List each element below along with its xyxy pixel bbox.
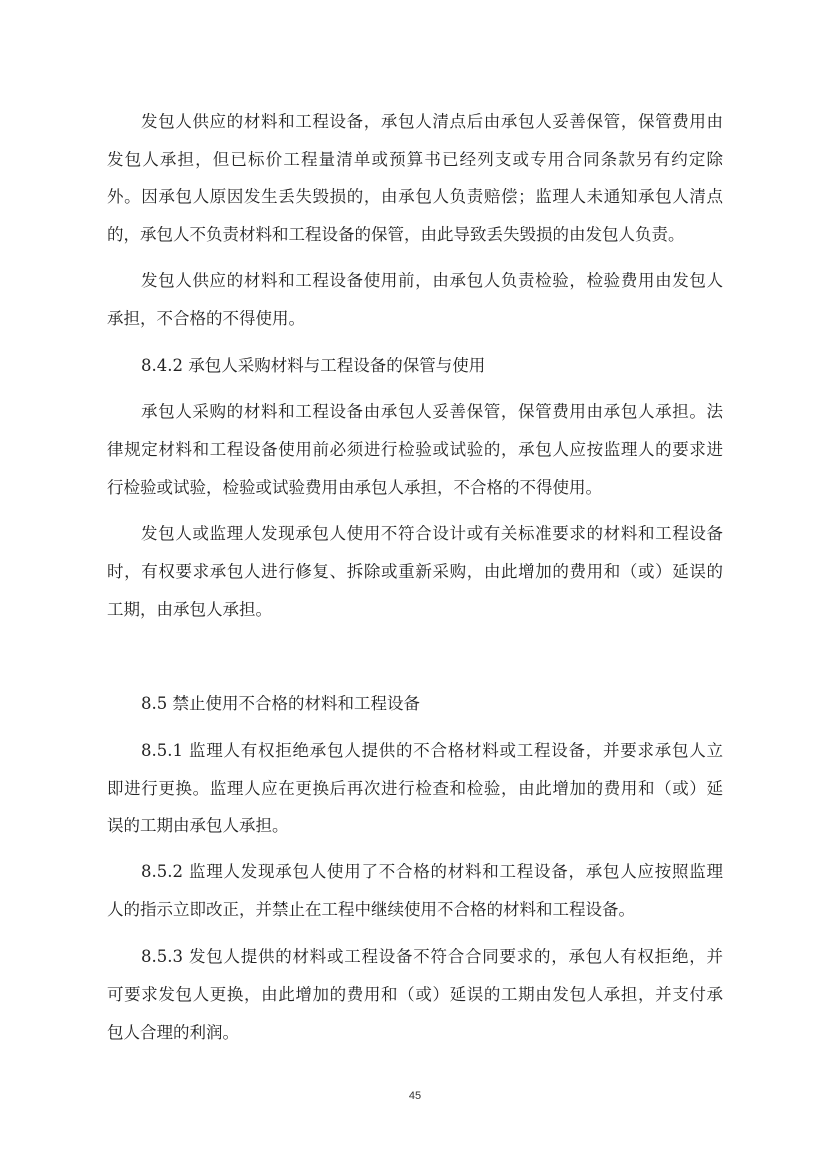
paragraph-line: 发包人承担，但已标价工程量清单或预算书已经列支或专用合同条款另有约定除 xyxy=(107,150,723,169)
paragraph-line: 行检验或试验，检验或试验费用由承包人承担，不合格的不得使用。 xyxy=(107,478,602,497)
paragraph-line: 8.4.2 承包人采购材料与工程设备的保管与使用 xyxy=(141,356,486,375)
paragraph-line: 外。因承包人原因发生丢失毁损的，由承包人负责赔偿；监理人未通知承包人清点 xyxy=(107,187,723,206)
page-number: 45 xyxy=(408,1090,422,1102)
paragraph-line: 发包人供应的材料和工程设备，承包人清点后由承包人妥善保管，保管费用由 xyxy=(141,112,723,131)
paragraph-line: 即进行更换。监理人应在更换后再次进行检查和检验，由此增加的费用和（或）延 xyxy=(107,779,723,798)
paragraph-line: 发包人或监理人发现承包人使用不符合设计或有关标准要求的材料和工程设备 xyxy=(141,524,723,543)
paragraph-line: 8.5 禁止使用不合格的材料和工程设备 xyxy=(141,694,420,713)
paragraph-line: 8.5.2 监理人发现承包人使用了不合格的材料和工程设备，承包人应按照监理 xyxy=(141,862,723,881)
paragraph-line: 承担，不合格的不得使用。 xyxy=(107,309,305,328)
paragraph-line: 包人合理的利润。 xyxy=(107,1023,239,1042)
paragraph-line: 8.5.3 发包人提供的材料或工程设备不符合合同要求的，承包人有权拒绝，并 xyxy=(141,947,723,966)
paragraph-line: 工期，由承包人承担。 xyxy=(107,600,272,619)
paragraph-line: 可要求发包人更换，由此增加的费用和（或）延误的工期由发包人承担，并支付承 xyxy=(107,985,723,1004)
paragraph-line: 时，有权要求承包人进行修复、拆除或重新采购，由此增加的费用和（或）延误的 xyxy=(107,562,723,581)
paragraph-line: 承包人采购的材料和工程设备由承包人妥善保管，保管费用由承包人承担。法 xyxy=(141,402,723,421)
paragraph-line: 发包人供应的材料和工程设备使用前，由承包人负责检验，检验费用由发包人 xyxy=(141,271,723,290)
paragraph-line: 误的工期由承包人承担。 xyxy=(107,816,289,835)
paragraph-line: 律规定材料和工程设备使用前必须进行检验或试验的，承包人应按监理人的要求进 xyxy=(107,440,723,459)
paragraph-line: 的，承包人不负责材料和工程设备的保管，由此导致丢失毁损的由发包人负责。 xyxy=(107,225,685,244)
paragraph-line: 人的指示立即改正，并禁止在工程中继续使用不合格的材料和工程设备。 xyxy=(107,900,635,919)
paragraph-line: 8.5.1 监理人有权拒绝承包人提供的不合格材料或工程设备，并要求承包人立 xyxy=(141,741,723,760)
